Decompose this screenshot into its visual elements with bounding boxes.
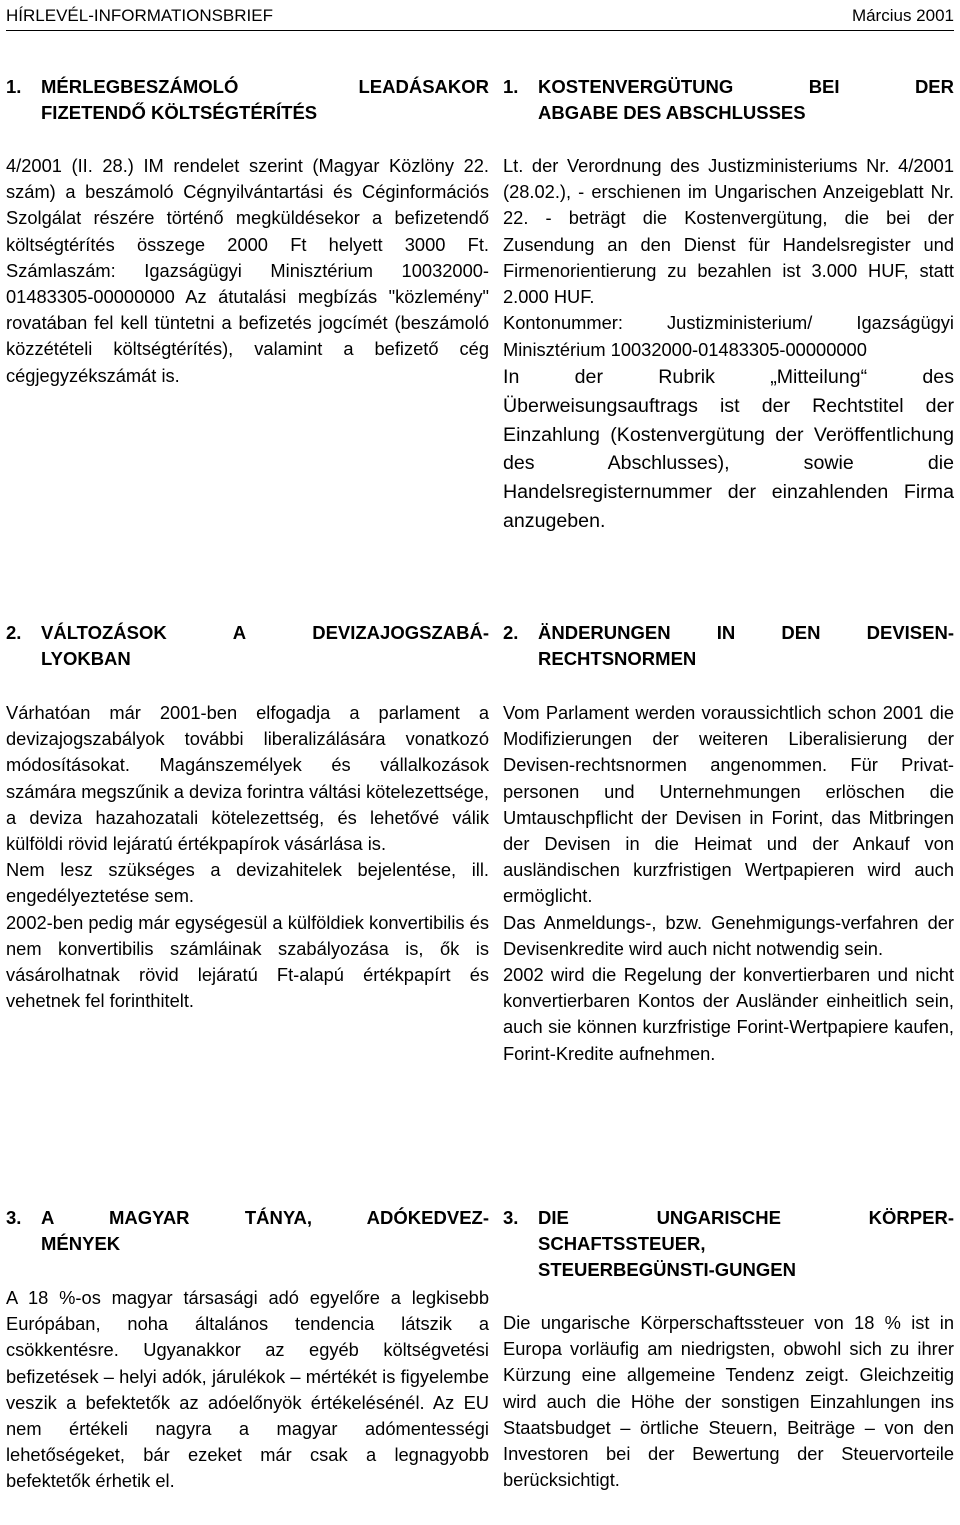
de-section-3 — [503, 1205, 954, 1283]
hu-section-2-paragraph-2: Nem lesz szükséges a devizahitelek bejelentése, ill. engedélyeztetése sem. — [6, 859, 489, 907]
hu-section-2-body — [6, 700, 489, 1014]
hu-section-3-body: A 18 %-os magyar társasági adó egyelőre a legkisebb Európában, noha általános tendencia látszik a csökkentésre. Ugyanakkor az egyéb költségvetési befizetések – helyi adók, járulékok – mértékét is figyelembe veszik a befektetők az adóelőnyök értékelésénél. Az EU nem értékeli nagyra a magyar adómentességi lehetőségeket, bár ezeket már csak a legnagyobb befektetők érhetik el. — [6, 1287, 489, 1492]
de-section-1-heading: 1. KOSTENVERGÜTUNG BEI DER ABGABE DES ABSCHLUSSES — [503, 76, 954, 123]
de-section-2-heading: 2. ÄNDERUNGEN IN DEN DEVISEN- RECHTSNORMEN — [503, 622, 954, 669]
de-section-2-paragraph-2: Das Anmeldungs-, bzw. Genehmigungs-verfahren der Devisenkredite wird auch nicht notwendig sein. — [503, 911, 954, 959]
de-section-1-paragraph-3: In der Rubrik „Mitteilung“ des Überweisungsauftrags ist der Rechtstitel der Einzahlung (Kostenvergütung der Veröffentlichung des Abschlusses), sowie die Handelsregisternummer der einzahlenden Firma anzugeben. — [503, 366, 954, 533]
de-section-2 — [503, 620, 954, 672]
de-section-3-heading: 3. DIE UNGARISCHE KÖRPER- SCHAFTSSTEUER, STEUERBEGÜNSTI-GUNGEN — [503, 1207, 954, 1280]
de-section-1-body — [503, 153, 954, 536]
hu-section-3 — [6, 1205, 489, 1257]
hu-section-2-paragraph-3: 2002-ben pedig már egységesül a külföldiek konvertibilis és nem konvertibilis számláinak szabályozása is, ők is vásárolhatnak rövid lejáratú Ft-alapú értékpapírt és vehetnek fel forinthitelt. — [6, 911, 489, 1012]
de-section-1-paragraph-1: Lt. der Verordnung des Justizministeriums Nr. 4/2001 (28.02.), - erschienen im Ungarischen Anzeigeblatt Nr. 22. - beträgt die Kostenvergütung, die bei der Zusendung an den Dienst für Handelsregister und Firmenorientierung zu bezahlen ist 3.000 HUF, statt 2.000 HUF. — [503, 155, 954, 308]
hu-section-3-heading: 3. A MAGYAR TÁNYA, ADÓKEDVEZ- MÉNYEK — [6, 1207, 489, 1254]
hu-section-2-paragraph-1: Várhatóan már 2001-ben elfogadja a parlament a devizajogszabályok további liberalizálására vonatkozó módosításokat. Magánszemélyek és vállalkozások számára megszűnik a deviza forintra váltási kötelezettsége, a deviza hazahozatali kötelezettség, és lehetővé válik külföldi rövid lejáratú értékpapírok vásárlása is. — [6, 702, 489, 855]
hu-section-1-body: 4/2001 (II. 28.) IM rendelet szerint (Magyar Közlöny 22. szám) a beszámoló Cégnyilvántartási és Céginformációs Szolgálat részére történő megküldésekor a befizetendő költségtérítés összege 2000 Ft helyett 3000 Ft. Számlaszám: Igazságügyi Minisztérium 10032000-01483305-00000000 Az átutalási megbízás "közlemény" rovatában fel kell tüntetni a befizetés jogcímét (beszámoló közzétételi költségtérítés), valamint a befizető cég cégjegyzékszámát is. — [6, 155, 489, 386]
page-header — [6, 4, 954, 31]
hu-section-1 — [6, 74, 489, 126]
hu-section-2 — [6, 620, 489, 672]
de-section-3-body: Die ungarische Körperschaftssteuer von 18 % ist in Europa vorläufig am niedrigsten, obwohl sich zu ihrer Kürzung eine allgemeine Tendenz zeigt. Gleichzeitig wird auch die Höhe der sonstigen Einzahlungen ins Staatsbudget – örtliche Steuern, Beiträge – von den Investoren bei der Bewertung der Steuervorteile berücksichtigt. — [503, 1312, 954, 1491]
de-section-1 — [503, 74, 954, 126]
hu-section-1-heading: 1. MÉRLEGBESZÁMOLÓ LEADÁSAKOR FIZETENDŐ KÖLTSÉGTÉRÍTÉS — [6, 76, 489, 123]
de-section-2-body — [503, 700, 954, 1067]
de-section-2-paragraph-1: Vom Parlament werden voraussichtlich schon 2001 die Modifizierungen der weiteren Liberalisierung der Devisen-rechtsnormen angenommen. Für Privat-personen und Unternehmungen erlöschen die Umtauschpflicht der Devisen in Forint, das Mitbringen der Devisen in die Heimat und der Ankauf von ausländischen kurzfristigen Wertpapieren wird auch ermöglicht. — [503, 702, 954, 907]
de-section-1-paragraph-2: Kontonummer: Justizministerium/ Igazságügyi Minisztérium 10032000-01483305-00000000 — [503, 312, 954, 360]
de-section-2-paragraph-3: 2002 wird die Regelung der konvertierbaren und nicht konvertierbaren Kontos der Ausländer einheitlich sein, auch sie können kurzfristige Forint-Wertpapiere kaufen, Forint-Kredite aufnehmen. — [503, 964, 954, 1064]
hu-section-2-heading: 2. VÁLTOZÁSOK A DEVIZAJOGSZABÁ- LYOKBAN — [6, 622, 489, 669]
issue-date: Március 2001 — [851, 6, 954, 25]
newsletter-title: HÍRLEVÉL-INFORMATIONSBRIEF — [6, 6, 273, 25]
